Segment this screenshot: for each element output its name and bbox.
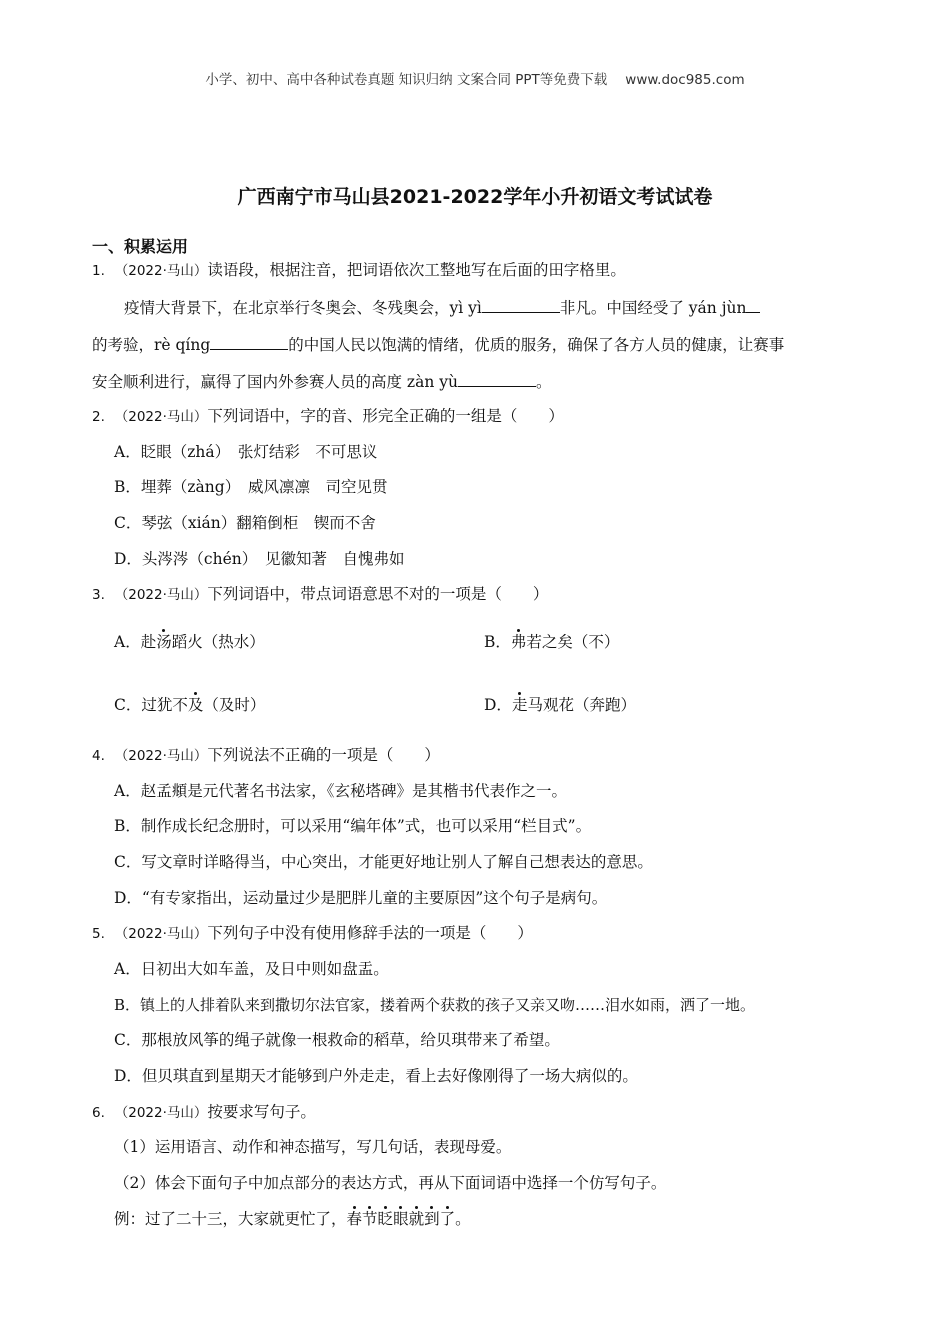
question-3-option-a[interactable]: A．赴汤蹈火（热水） <box>114 633 265 651</box>
emphasis-dot-char: 就 <box>408 1210 425 1228</box>
question-2-option-d[interactable]: D．头涔涔（chén） 见徽知著 自愧弗如 <box>114 550 405 568</box>
emphasis-dot-char: 及 <box>187 696 204 714</box>
question-4-option-b[interactable]: B．制作成长纪念册时，可以采用“编年体”式，也可以采用“栏目式”。 <box>114 817 592 835</box>
header-text: 小学、初中、高中各种试卷真题 知识归纳 文案合同 PPT等免费下载 <box>205 72 608 88</box>
question-2-option-b[interactable]: B．埋葬（zàng） 威风凛凛 司空见贯 <box>114 478 388 496</box>
question-1-passage-line2: 的考验，rè qíng 的中国人民以饱满的情绪，优质的服务，确保了各方人员的健康，让赛事 <box>92 333 784 355</box>
question-3-stem: 3. （2022·马山）下列词语中，带点词语意思不对的一项是（ ） <box>92 585 549 603</box>
question-5-stem: 5. （2022·马山）下列句子中没有使用修辞手法的一项是（ ） <box>92 924 533 942</box>
answer-blank[interactable] <box>458 370 536 387</box>
emphasis-dot-char: 到 <box>424 1210 440 1228</box>
question-5-option-c[interactable]: C．那根放风筝的绳子就像一根救命的稻草，给贝琪带来了希望。 <box>114 1031 560 1049</box>
question-2-stem: 2. （2022·马山）下列词语中，字的音、形完全正确的一组是（ ） <box>92 407 564 425</box>
question-4-stem: 4. （2022·马山）下列说法不正确的一项是（ ） <box>92 746 440 764</box>
question-2-option-a[interactable]: A．眨眼（zhá） 张灯结彩 不可思议 <box>114 443 378 461</box>
emphasis-dot-char: 眼 <box>393 1210 409 1228</box>
page-title: 广西南宁市马山县2021-2022学年小升初语文考试试卷 <box>237 186 713 208</box>
question-1-passage-line3: 安全顺利进行，赢得了国内外参赛人员的高度 zàn yù 。 <box>92 370 552 392</box>
emphasis-dot-char: 走 <box>511 696 528 714</box>
question-4-option-a[interactable]: A．赵孟頫是元代著名书法家，《玄秘塔碑》是其楷书代表作之一。 <box>114 782 567 800</box>
answer-blank[interactable] <box>746 296 760 313</box>
question-6-sub1: （1）运用语言、动作和神态描写，写几句话，表现母爱。 <box>114 1138 512 1156</box>
question-6-stem: 6. （2022·马山）按要求写句子。 <box>92 1103 316 1121</box>
question-1-stem: 1. （2022·马山）读语段，根据注音，把词语依次工整地写在后面的田字格里。 <box>92 261 626 279</box>
question-3-option-b[interactable]: B．弗若之矣（不） <box>484 633 620 651</box>
answer-blank[interactable] <box>210 333 288 350</box>
header-url[interactable]: www.doc985.com <box>625 72 745 88</box>
section-heading: 一、积累运用 <box>92 237 189 256</box>
question-5-option-a[interactable]: A．日初出大如车盖，及日中则如盘盂。 <box>114 960 389 978</box>
question-3-option-c[interactable]: C．过犹不及（及时） <box>114 696 266 714</box>
question-5-option-d[interactable]: D．但贝琪直到星期天才能够到户外走走，看上去好像刚得了一场大病似的。 <box>114 1067 638 1085</box>
question-4-option-d[interactable]: D．“有专家指出，运动量过少是肥胖儿童的主要原因”这个句子是病句。 <box>114 889 608 907</box>
question-3-option-d[interactable]: D．走马观花（奔跑） <box>484 696 636 714</box>
emphasis-dot-char: 眨 <box>377 1210 394 1228</box>
question-4-option-c[interactable]: C．写文章时详略得当，中心突出，才能更好地让别人了解自己想表达的意思。 <box>114 853 653 871</box>
emphasis-dot-char: 节 <box>362 1210 378 1228</box>
answer-blank[interactable] <box>482 296 560 313</box>
question-2-option-c[interactable]: C．琴弦（xián）翻箱倒柜 锲而不舍 <box>114 514 376 532</box>
emphasis-dot-char: 汤 <box>156 633 172 651</box>
page-header <box>0 68 950 88</box>
question-6-sub2: （2）体会下面句子中加点部分的表达方式，再从下面词语中选择一个仿写句子。 <box>114 1174 667 1192</box>
emphasis-dot-char: 了 <box>439 1210 456 1228</box>
question-6-example: 例：过了二十三，大家就更忙了，春节眨眼就到了。 <box>114 1210 471 1228</box>
question-1-passage-line1: 疫情大背景下，在北京举行冬奥会、冬残奥会，yì yì 非凡。中国经受了 yán jùn <box>124 296 760 318</box>
emphasis-dot-char: 春 <box>346 1210 363 1228</box>
question-5-option-b[interactable]: B．镇上的人排着队来到撒切尔法官家，搂着两个获救的孩子又亲又吻……泪水如雨，洒了一地。 <box>114 996 756 1014</box>
emphasis-dot-char: 弗 <box>510 633 527 651</box>
